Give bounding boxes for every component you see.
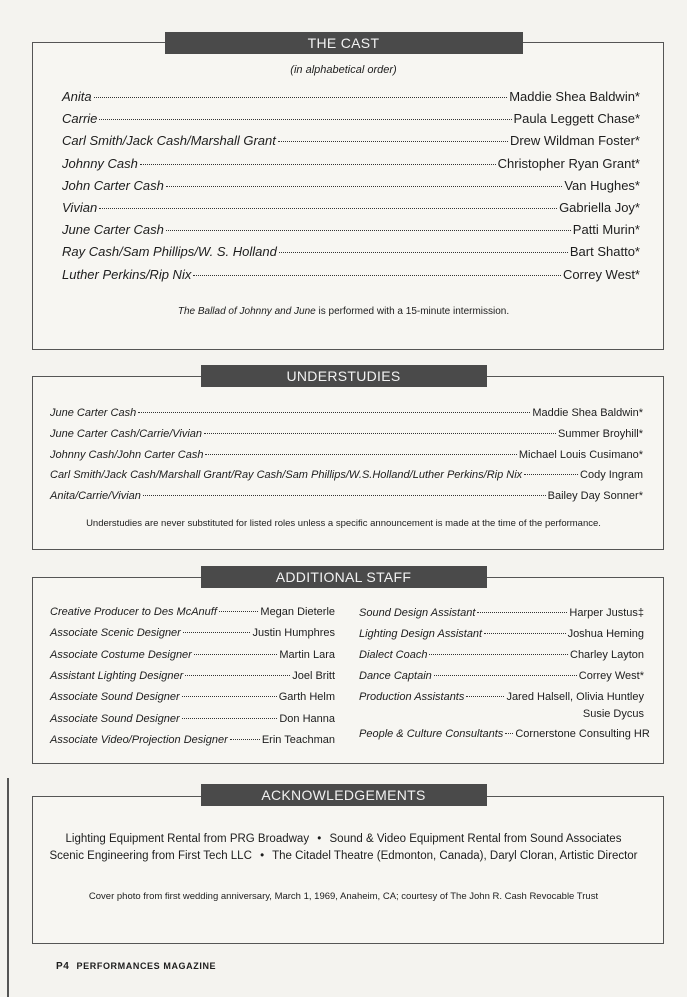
dot-leader [182,696,277,697]
understudies-header: UNDERSTUDIES [201,365,487,387]
cast-row [62,133,640,148]
cast-row [62,222,640,237]
role-label: Johnny Cash/John Carter Cash [50,448,204,461]
dot-leader [466,696,504,697]
dot-leader [182,718,278,719]
cast-row [62,156,640,171]
cast-row [62,267,640,282]
role-label: People & Culture Consultants [359,728,504,740]
dot-leader [219,611,259,612]
understudy-row [50,469,643,481]
page-edge-rule [7,778,9,997]
performer-name: Jared Halsell, Olivia Huntley [506,691,644,703]
understudy-row [50,449,643,461]
role-label: June Carter Cash/Carrie/Vivian [50,427,203,440]
staff-row [50,627,335,639]
performer-name: Harper Justus‡ [569,607,644,619]
staff-row [50,606,335,618]
role-label: Lighting Design Assistant [359,628,483,640]
dot-leader [484,633,565,634]
acknowledgements-line-1 [0,833,687,845]
role-label: Assistant Lighting Designer [50,669,184,682]
role-label: Carl Smith/Jack Cash/Marshall Grant [62,133,276,149]
performer-name: Erin Teachman [261,733,335,746]
role-label: Dialect Coach [359,649,428,661]
dot-leader [138,412,530,413]
performer-name-continued: Susie Dycus [582,708,644,720]
cast-row [62,89,640,104]
dot-leader [524,474,578,475]
cast-subtitle: (in alphabetical order) [290,64,397,76]
role-label: Associate Scenic Designer [50,627,181,640]
performer-name: Justin Humphres [252,627,335,640]
role-label: Anita/Carrie/Vivian [50,490,141,503]
staff-row [50,670,335,682]
performer-name: Drew Wildman Foster* [509,133,640,149]
dot-leader [99,119,511,120]
intermission-note: is performed with a 15-minute intermission. [315,306,510,317]
staff-row [359,728,650,740]
performer-name: Cody Ingram [580,469,643,482]
magazine-name: PERFORMANCES MAGAZINE [76,961,217,971]
ack-sound: Sound & Video Equipment Rental from Sound Associates [329,833,622,845]
staff-row [359,649,644,661]
role-label: Vivian [62,200,98,215]
role-label: Associate Video/Projection Designer [50,733,228,746]
dot-leader [140,164,496,165]
role-label: Ray Cash/Sam Phillips/W. S. Holland [62,244,277,260]
understudy-row [50,428,643,440]
photo-credit: Cover photo from first wedding anniversary, March 1, 1969, Anaheim, CA; courtesy of The John R. Cash Revocable Trust [88,891,599,902]
dot-leader [194,654,278,655]
dot-leader [205,454,516,455]
dot-leader [185,675,290,676]
staff-row [359,691,644,703]
cast-row [62,111,640,126]
performer-name: Garth Helm [278,691,335,704]
performer-name: Van Hughes* [564,177,640,193]
dot-leader [94,97,508,98]
understudies-note: Understudies are never substituted for listed roles unless a specific announcement is made at the time of the performance. [86,518,601,529]
dot-leader [143,495,546,496]
performer-name: Bart Shatto* [569,244,640,260]
understudy-row [50,490,643,502]
dot-leader [166,186,562,187]
dot-leader [278,141,508,142]
role-label: Sound Design Assistant [359,607,476,619]
acknowledgements-header: ACKNOWLEDGEMENTS [201,784,487,806]
role-label: John Carter Cash [62,177,164,193]
dot-leader [279,252,568,253]
dot-leader [434,675,577,676]
staff-header: ADDITIONAL STAFF [201,566,487,588]
role-label: Johnny Cash [62,155,138,171]
staff-row [359,628,644,640]
cast-note [0,306,687,317]
dot-leader [230,739,260,740]
performer-name: Christopher Ryan Grant* [497,155,640,171]
bullet-separator: • [260,850,265,862]
performer-name: Martin Lara [279,648,335,661]
performer-name: Paula Leggett Chase* [513,111,640,127]
understudy-row [50,407,643,419]
cast-header: THE CAST [165,32,523,54]
dot-leader [477,612,567,613]
cast-row [62,200,640,215]
ack-lighting: Lighting Equipment Rental from PRG Broadway [65,833,310,845]
acknowledgements-line-2 [0,850,687,862]
performer-name: Correy West* [562,266,640,282]
dot-leader [193,275,561,276]
role-label: Dance Captain [359,670,432,682]
performer-name: Summer Broyhill* [558,427,643,440]
ack-scenic: Scenic Engineering from First Tech LLC [49,850,252,862]
page-number: P4 [56,961,70,972]
performer-name: Gabriella Joy* [559,200,640,215]
role-label: Creative Producer to Des McAnuff [50,606,217,618]
staff-row [50,691,335,703]
role-label: Carrie [62,111,98,127]
performer-name: Don Hanna [279,712,335,725]
performer-name: Joshua Heming [567,628,644,640]
dot-leader [429,654,568,655]
performer-name: Patti Murin* [572,222,640,238]
role-label: Associate Sound Designer [50,712,180,725]
dot-leader [166,230,571,231]
role-label: Associate Sound Designer [50,691,180,704]
staff-row [50,734,335,746]
staff-row [359,607,644,619]
staff-row [50,713,335,725]
performer-name: Charley Layton [570,649,644,661]
dot-leader [505,733,513,734]
performer-name: Bailey Day Sonner* [547,490,643,503]
staff-row [50,649,335,661]
bullet-separator: • [317,833,322,845]
performer-name: Joel Britt [292,669,335,682]
performer-name: Michael Louis Cusimano* [518,448,643,461]
cast-row [62,178,640,193]
role-label: Production Assistants [359,691,465,703]
performer-name: Megan Dieterle [260,606,335,618]
cast-row [62,244,640,259]
acknowledgements-section [32,796,664,944]
performer-name: Correy West* [578,670,644,682]
role-label: June Carter Cash [62,222,164,238]
footer [56,961,216,972]
role-label: Associate Costume Designer [50,648,192,661]
role-label: June Carter Cash [50,407,137,419]
staff-row [359,670,644,682]
dot-leader [183,632,251,633]
ack-citadel: The Citadel Theatre (Edmonton, Canada), Daryl Cloran, Artistic Director [272,850,638,862]
role-label: Carl Smith/Jack Cash/Marshall Grant/Ray Cash/Sam Phillips/W.S.Holland/Luther Perkins/Rip Nix [50,469,523,482]
performer-name: Maddie Shea Baldwin* [509,89,640,104]
role-label: Anita [62,89,92,104]
role-label: Luther Perkins/Rip Nix [62,266,192,282]
dot-leader [99,208,557,209]
show-title: The Ballad of Johnny and June [177,306,316,317]
performer-name: Maddie Shea Baldwin* [532,407,643,419]
performer-name: Cornerstone Consulting HR [515,728,650,740]
dot-leader [204,433,556,434]
